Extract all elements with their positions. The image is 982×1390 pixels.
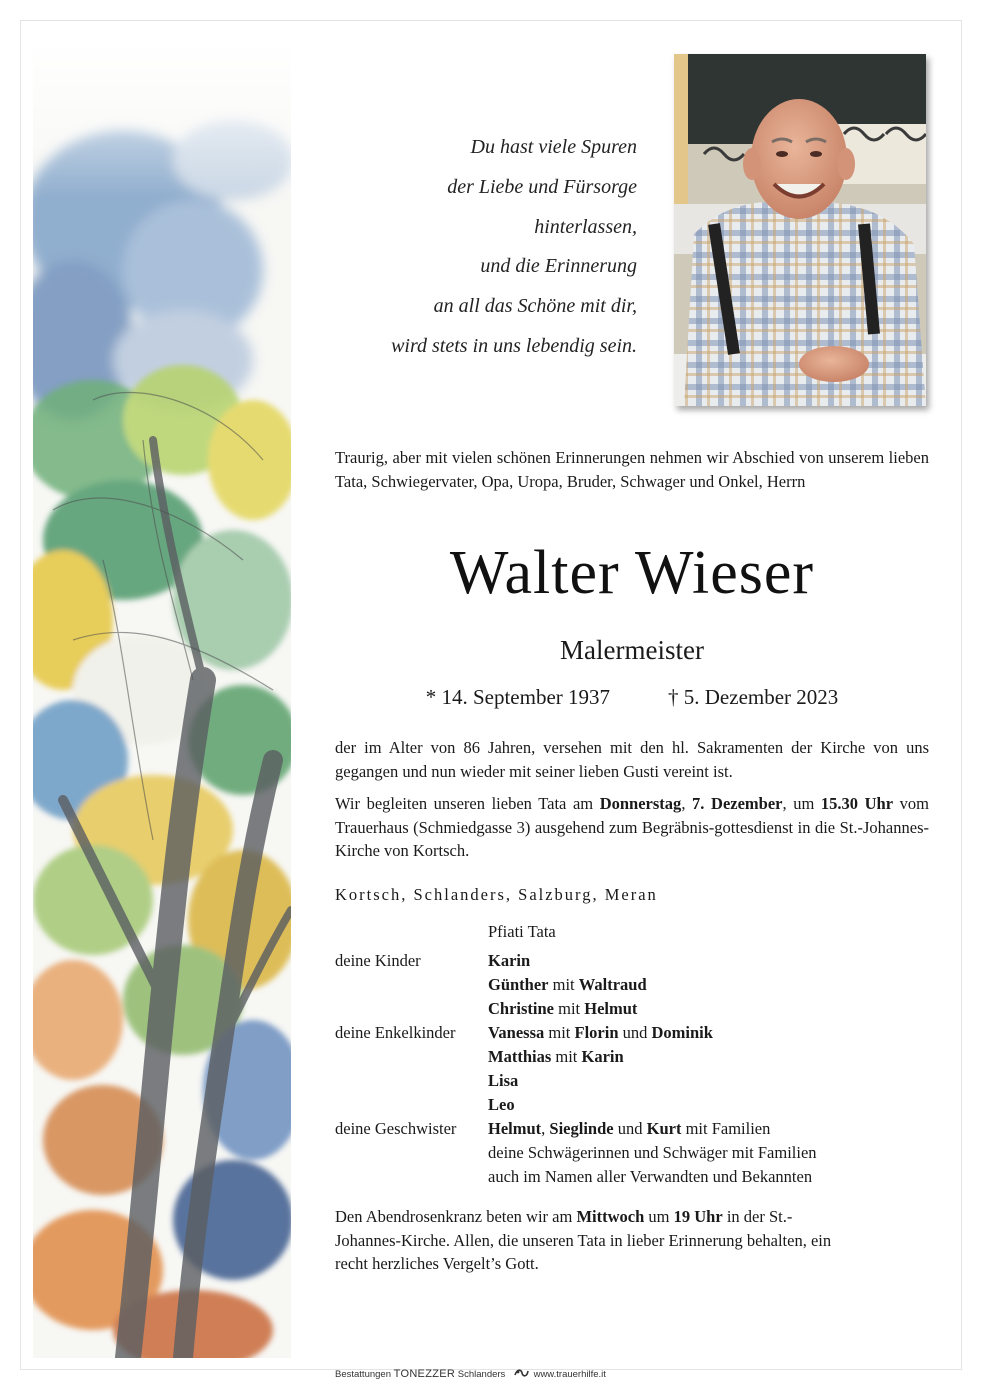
person-name: Günther (488, 975, 549, 994)
connector-text: und (618, 1023, 652, 1042)
text-run: Den Abendrosenkranz beten wir am (335, 1207, 577, 1226)
poem-line: hinterlassen, (534, 215, 637, 238)
family-names (488, 1069, 518, 1093)
connector-text: mit (548, 975, 579, 994)
family-names: auch im Namen aller Verwandten und Bekannten (488, 1167, 813, 1186)
connector-text: mit (554, 999, 585, 1018)
death-date: † 5. Dezember 2023 (668, 685, 839, 709)
family-names (488, 1117, 770, 1141)
person-name: Karin (488, 951, 531, 970)
text-run: um (644, 1207, 674, 1226)
mourners-list (335, 949, 935, 1189)
person-name: Sieglinde (549, 1119, 614, 1138)
family-row (335, 1141, 935, 1165)
person-name: Matthias (488, 1047, 552, 1066)
text-run: in der St.-Johannes-Kirche. Allen, die unseren Tata in lieber Erinnerung behalten, ein recht herzliches Vergelt’s Gott. (335, 1207, 832, 1273)
person-name: Christine (488, 999, 554, 1018)
funeral-paragraph (335, 792, 929, 863)
person-name: Kurt (646, 1119, 682, 1138)
life-dates (335, 683, 929, 711)
passing-paragraph: der im Alter von 86 Jahren, versehen mit den hl. Sakramenten der Kirche von uns gegangen und nun wieder mit seiner lieben Gusti vereint ist. (335, 738, 929, 781)
family-row (335, 1117, 935, 1141)
funeral-time: 15.30 Uhr (820, 794, 894, 813)
connector-text: mit (544, 1023, 575, 1042)
deceased-profession: Malermeister (560, 635, 704, 665)
family-row (335, 1045, 935, 1069)
family-names (488, 1021, 713, 1045)
person-name: Vanessa (488, 1023, 545, 1042)
family-row (335, 949, 935, 973)
portrait-photo (674, 54, 926, 406)
person-name: Leo (488, 1095, 515, 1114)
family-role-label: deine Geschwister (335, 1119, 457, 1138)
family-names (488, 1093, 515, 1117)
person-name: Florin (574, 1023, 619, 1042)
person-name: Helmut (488, 1119, 542, 1138)
family-row (335, 1093, 935, 1117)
text-run: Wir begleiten unseren lieben Tata am (335, 794, 600, 813)
text-run: , (681, 794, 693, 813)
family-row (335, 1165, 935, 1189)
places-line: Kortsch, Schlanders, Salzburg, Meran (335, 885, 658, 904)
person-name: Dominik (651, 1023, 713, 1042)
connector-text: , (541, 1119, 550, 1138)
trauerhilfe-logo-icon (513, 1367, 529, 1383)
family-role-label: deine Enkelkinder (335, 1023, 456, 1042)
family-names (488, 997, 637, 1021)
connector-text: und (613, 1119, 647, 1138)
family-row (335, 1021, 935, 1045)
family-role-label: deine Kinder (335, 951, 421, 970)
connector-text: mit (551, 1047, 582, 1066)
farewell-line: Pfiati Tata (488, 922, 556, 941)
family-row (335, 973, 935, 997)
rosary-paragraph (335, 1205, 855, 1276)
footer (335, 1367, 606, 1383)
footer-brand: TONEZZER (393, 1368, 456, 1380)
footer-town: Schlanders (457, 1369, 506, 1380)
family-names (488, 1045, 624, 1069)
person-name: Karin (581, 1047, 624, 1066)
poem-line: wird stets in uns lebendig sein. (391, 334, 637, 357)
person-name: Waltraud (578, 975, 647, 994)
funeral-day: Donnerstag (599, 794, 682, 813)
birth-date: * 14. September 1937 (425, 685, 611, 709)
poem-line: Du hast viele Spuren (470, 136, 637, 158)
family-names (488, 973, 647, 997)
family-row (335, 1069, 935, 1093)
footer-prefix: Bestattungen (335, 1369, 391, 1380)
family-names: deine Schwägerinnen und Schwäger mit Familien (488, 1143, 817, 1162)
poem-line: der Liebe und Fürsorge (447, 175, 637, 198)
text-run: vom Trauerhaus (Schmiedgasse 3) ausgehend zum Begräbnis-gottesdienst in die St.-Johannes-Kirche von Kortsch. (335, 794, 929, 860)
text-run: , um (782, 794, 821, 813)
connector-text: mit Familien (681, 1119, 771, 1138)
family-row (335, 997, 935, 1021)
poem-line: und die Erinnerung (480, 255, 637, 278)
rosary-time: 19 Uhr (673, 1207, 723, 1226)
intro-text: Traurig, aber mit vielen schönen Erinnerungen nehmen wir Abschied von unserem lieben Tata, Schwiegervater, Opa, Uropa, Bruder, Schwager und Onkel, Herrn (335, 448, 929, 491)
rosary-day: Mittwoch (576, 1207, 645, 1226)
deceased-name: Walter Wieser (449, 539, 815, 607)
person-name: Helmut (584, 999, 638, 1018)
family-names (488, 949, 530, 973)
watercolor-tree-image (33, 40, 291, 1358)
funeral-date: 7. Dezember (692, 794, 783, 813)
person-name: Lisa (488, 1071, 519, 1090)
footer-website[interactable]: www.trauerhilfe.it (533, 1369, 606, 1380)
poem-line: an all das Schöne mit dir, (433, 295, 637, 318)
memorial-poem (307, 128, 637, 367)
